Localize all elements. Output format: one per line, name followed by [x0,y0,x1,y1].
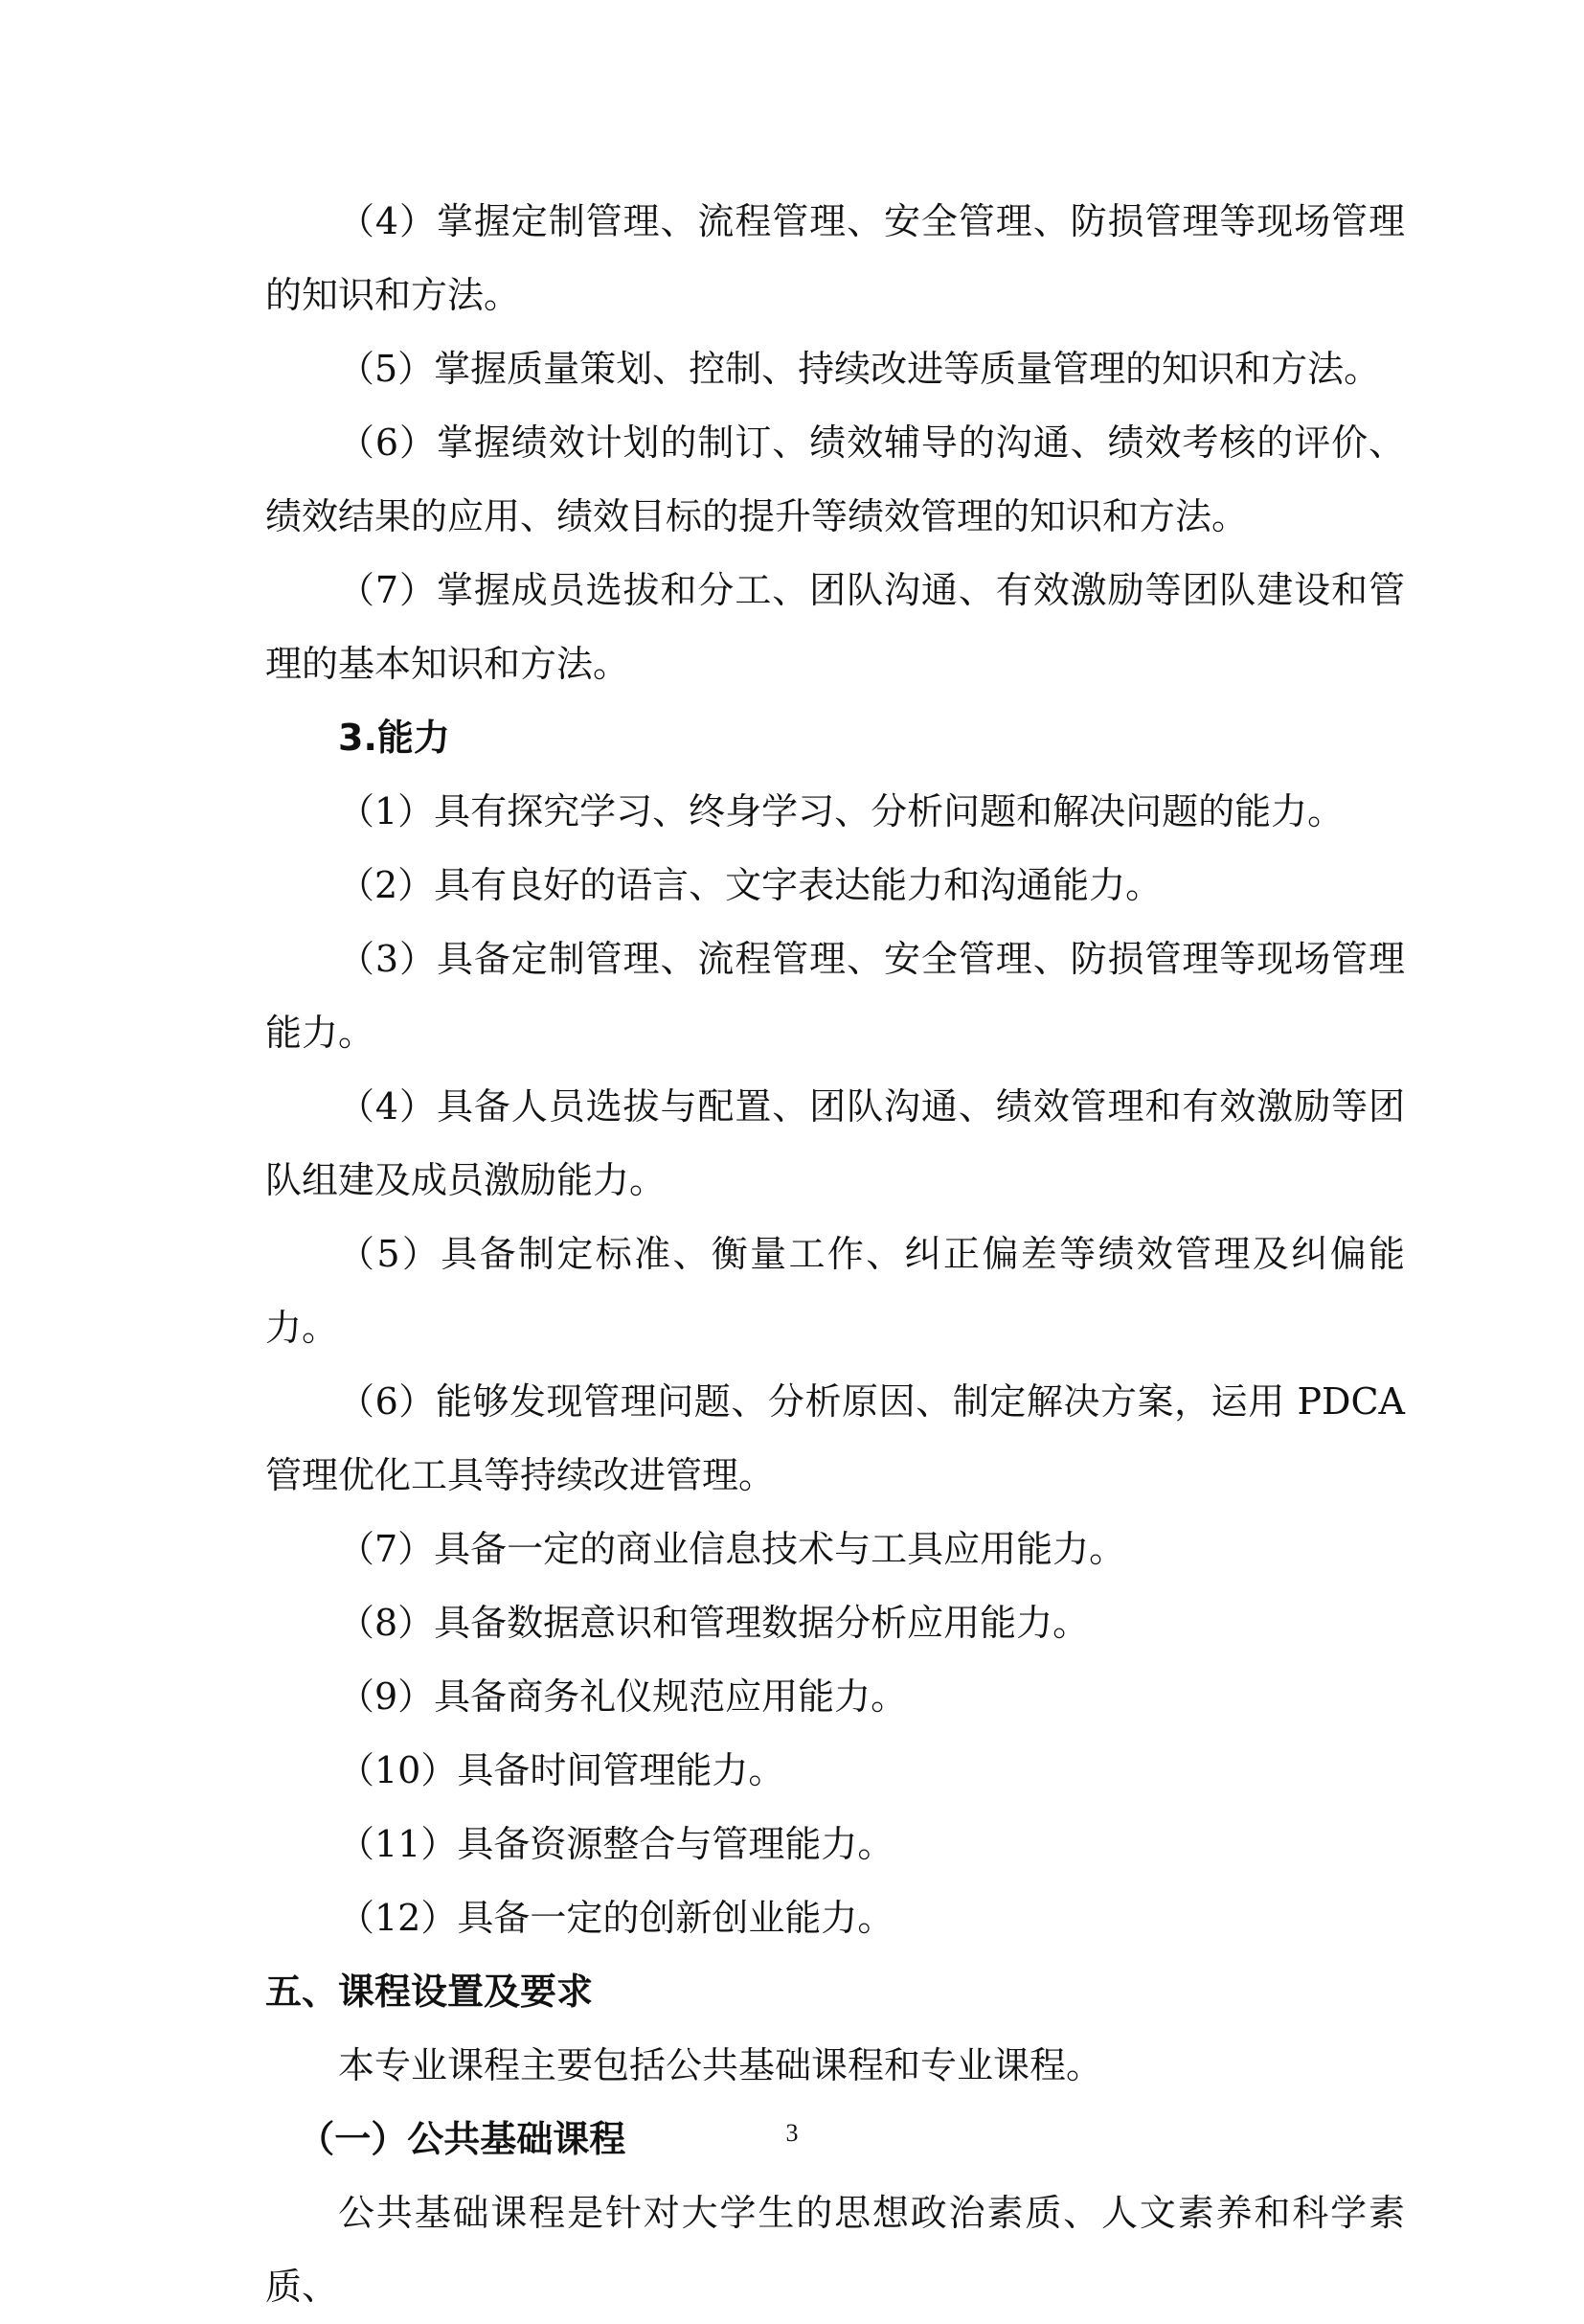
ability-item-9: （9）具备商务礼仪规范应用能力。 [338,1675,908,1718]
ability-item-3: （3）具备定制管理、流程管理、安全管理、防损管理等现场管理能力。 [265,938,1405,1054]
page-body [265,185,1405,2324]
ability-item-7: （7）具备一定的商业信息技术与工具应用能力。 [338,1528,1126,1570]
ability-item-12: （12）具备一定的创新创业能力。 [338,1897,894,1939]
knowledge-item-5: （5）掌握质量策划、控制、持续改进等质量管理的知识和方法。 [338,348,1381,390]
ability-item-8: （8）具备数据意识和管理数据分析应用能力。 [338,1602,1090,1644]
ability-item-10: （10）具备时间管理能力。 [338,1749,785,1791]
course-section-heading: 五、课程设置及要求 [265,1971,594,2013]
ability-item-2: （2）具有良好的语言、文字表达能力和沟通能力。 [338,864,1163,906]
ability-item-5: （5）具备制定标准、衡量工作、纠正偏差等绩效管理及纠偏能力。 [265,1233,1405,1349]
public-course-intro: 公共基础课程是针对大学生的思想政治素质、人文素养和科学素质、 [265,2192,1405,2308]
ability-item-11: （11）具备资源整合与管理能力。 [338,1823,894,1865]
ability-item-4: （4）具备人员选拔与配置、团队沟通、绩效管理和有效激励等团队组建及成员激励能力。 [265,1085,1405,1201]
ability-item-6: （6）能够发现管理问题、分析原因、制定解决方案，运用 PDCA 管理优化工具等持续改进管理。 [265,1380,1405,1496]
public-course-heading: （一）公共基础课程 [298,2118,626,2160]
page-number: 3 [785,2119,799,2147]
course-intro: 本专业课程主要包括公共基础课程和专业课程。 [338,2044,1103,2086]
knowledge-item-6: （6）掌握绩效计划的制订、绩效辅导的沟通、绩效考核的评价、绩效结果的应用、绩效目标的提升等绩效管理的知识和方法。 [265,422,1405,537]
knowledge-item-7: （7）掌握成员选拔和分工、团队沟通、有效激励等团队建设和管理的基本知识和方法。 [265,569,1405,685]
ability-heading: 3.能力 [338,717,450,759]
knowledge-item-4: （4）掌握定制管理、流程管理、安全管理、防损管理等现场管理的知识和方法。 [265,200,1405,316]
ability-item-1: （1）具有探究学习、终身学习、分析问题和解决问题的能力。 [338,790,1345,832]
